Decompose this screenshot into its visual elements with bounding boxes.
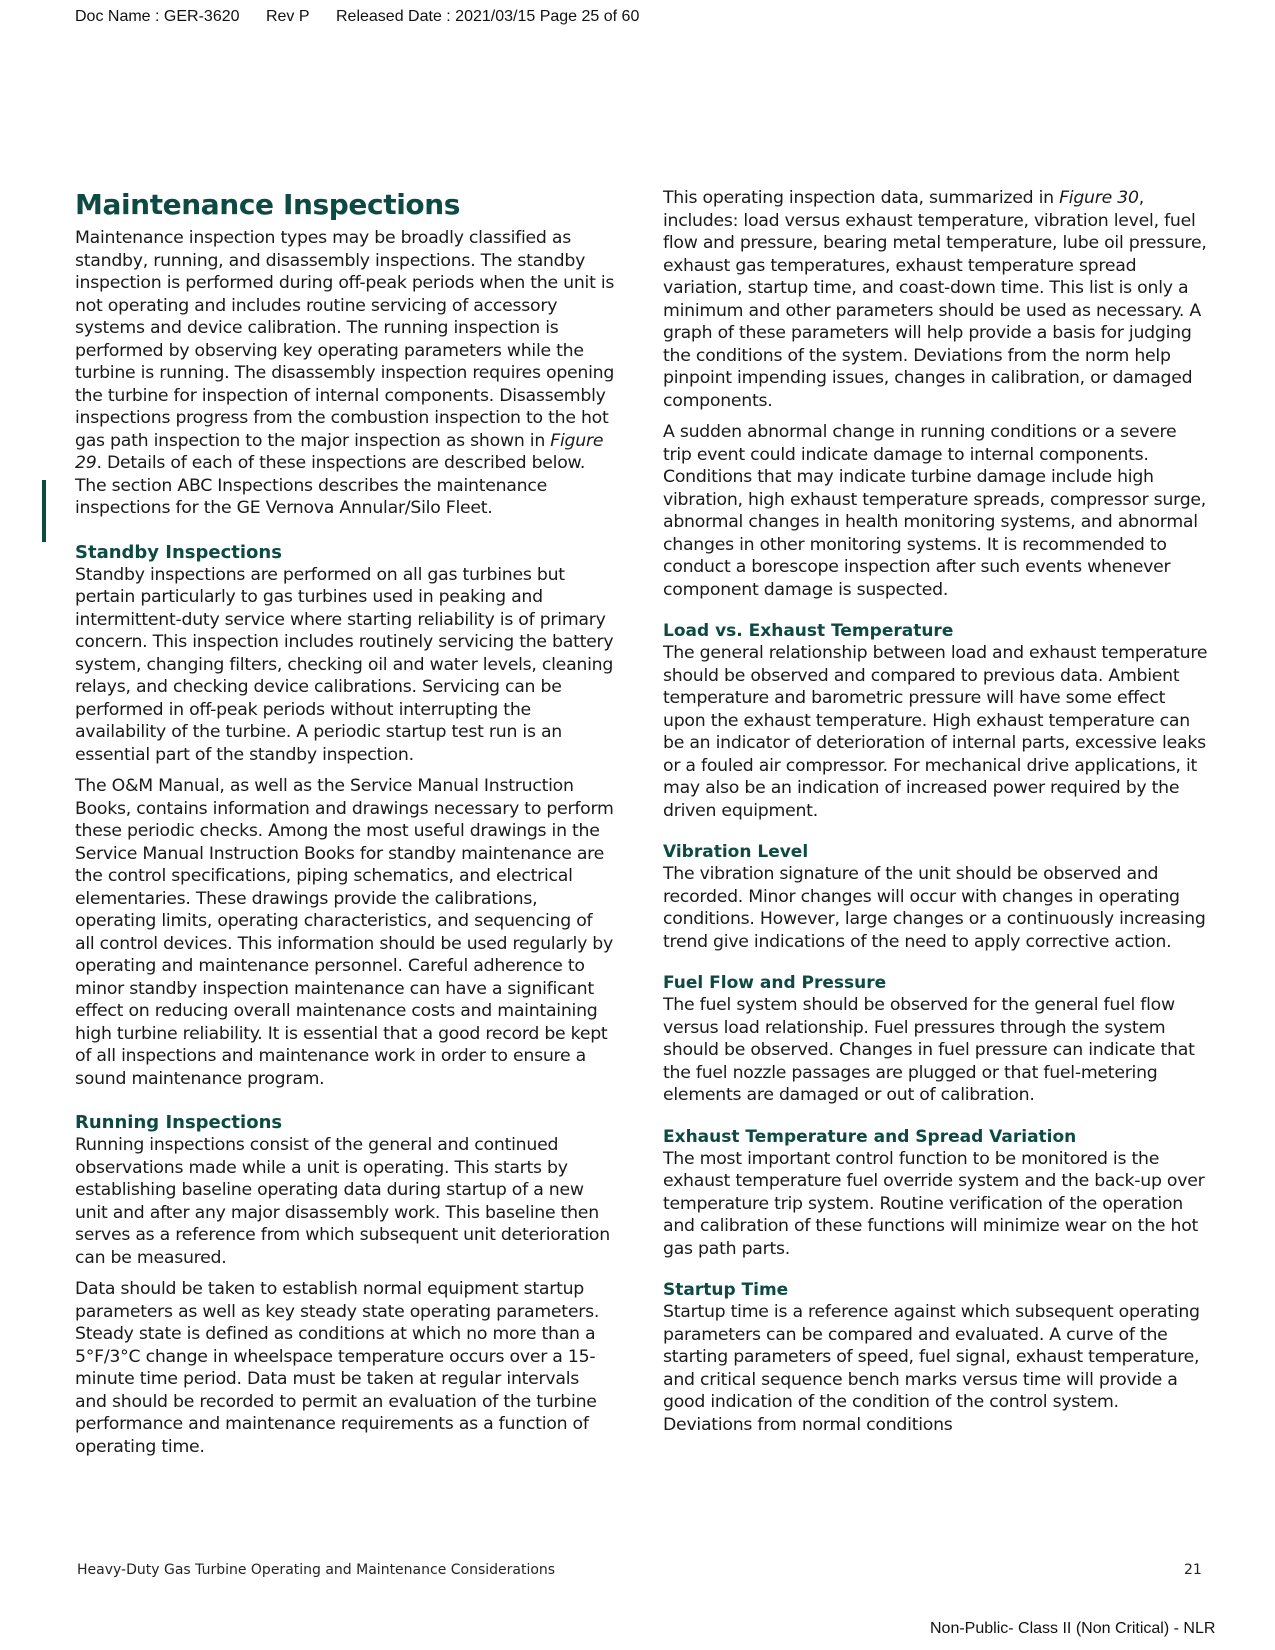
classification-label: Non-Public- Class II (Non Critical) - NLR <box>930 1620 1216 1637</box>
vibration-level-heading: Vibration Level <box>663 842 809 862</box>
running-paragraph-1: Running inspections consist of the general and continued observations made while a unit is operating. This starts by establishing baseline operating data during startup of a new unit and after any major disassembly work. This baseline then serves as a reference from which subsequent unit deterioration can be measured. <box>75 1135 610 1268</box>
right-column <box>663 187 1208 1445</box>
figure-30-reference: Figure 30 <box>1059 188 1139 208</box>
release-date-page: Released Date : 2021/03/15 Page 25 of 60 <box>336 8 640 25</box>
standby-paragraph-1: Standby inspections are performed on all gas turbines but pertain particularly to gas turbines used in peaking and intermittent-duty service where starting reliability is of primary concern. This inspection includes routinely servicing the battery system, changing filters, checking oil and water levels, cleaning relays, and checking device calibrations. Servicing can be performed in off-peak periods without interrupting the availability of the turbine. A periodic startup test run is an essential part of the standby inspection. <box>75 564 614 765</box>
page-title: Maintenance Inspections <box>75 188 461 221</box>
running-paragraph-2: Data should be taken to establish normal equipment startup parameters as well as key steady state operating parameters. Steady state is defined as conditions at which no more than a 5°F/3°C change in wheelspace temperature occurs over a 15-minute time period. Data must be taken at regular intervals and should be recorded to permit an evaluation of the turbine performance and maintenance requirements as a function of operating time. <box>75 1279 600 1457</box>
footer-page-number: 21 <box>1184 1562 1202 1578</box>
startup-time-paragraph: Startup time is a reference against which subsequent operating parameters can be compared and evaluated. A curve of the starting parameters of speed, fuel signal, exhaust temperature, and critical sequence bench marks versus time will provide a good indication of the condition of the control system. Deviations from normal conditions <box>663 1302 1200 1435</box>
load-exhaust-paragraph: The general relationship between load and exhaust temperature should be observed and compared to previous data. Ambient temperature and barometric pressure will have some effect upon the exhaust temperature. High exhaust temperature can be an indicator of deterioration of internal parts, excessive leaks or a fouled air compressor. For mechanical drive applications, it may also be an indication of increased power required by the driven equipment. <box>663 643 1208 821</box>
standby-paragraph-2: The O&M Manual, as well as the Service Manual Instruction Books, contains information and drawings necessary to perform these periodic checks. Among the most useful drawings in the Service Manual Instruction Books for standby maintenance are the control specifications, piping schematics, and electrical elementaries. These drawings provide the calibrations, operating limits, operating characteristics, and sequencing of all control devices. This information should be used regularly by operating and maintenance personnel. Careful adherence to minor standby inspection maintenance can have a significant effect on reducing overall maintenance costs and maintaining high turbine reliability. It is essential that a good record be kept of all inspections and maintenance work in order to ensure a sound maintenance program. <box>75 776 614 1089</box>
running-inspections-heading: Running Inspections <box>75 1112 283 1133</box>
revision-change-bar <box>42 480 46 542</box>
exhaust-spread-paragraph: The most important control function to be monitored is the exhaust temperature fuel override system and the back-up over temperature trip system. Routine verification of the operation and calibration of these functions will minimize wear on the hot gas path parts. <box>663 1148 1205 1259</box>
left-column <box>75 185 615 1467</box>
abnormal-change-paragraph: A sudden abnormal change in running conditions or a severe trip event could indicate damage to internal components. Conditions that may indicate turbine damage include high vibration, high exhaust temperature spreads, compressor surge, abnormal changes in health monitoring systems, and abnormal changes in other monitoring systems. It is recommended to conduct a borescope inspection after such events whenever component damage is suspected. <box>663 422 1207 600</box>
exhaust-spread-heading: Exhaust Temperature and Spread Variation <box>663 1126 1077 1147</box>
figure-29-reference: Figure 29 <box>75 430 604 473</box>
standby-inspections-heading: Standby Inspections <box>75 541 282 563</box>
footer-document-title: Heavy-Duty Gas Turbine Operating and Maintenance Considerations <box>77 1562 556 1578</box>
operating-data-paragraph: This operating inspection data, summarized in Figure 30, includes: load versus exhaust temperature, vibration level, fuel flow and pressure, bearing metal temperature, lube oil pressure, exhaust gas temperatures, exhaust temperature spread variation, startup time, and coast-down time. This list is only a minimum and other parameters should be used as necessary. A graph of these parameters will help provide a basis for judging the conditions of the system. Deviations from the norm help pinpoint impending issues, changes in calibration, or damaged components. <box>663 188 1207 411</box>
revision: Rev P <box>265 8 310 25</box>
document-header <box>75 8 661 26</box>
fuel-flow-heading: Fuel Flow and Pressure <box>663 973 887 993</box>
vibration-level-paragraph: The vibration signature of the unit should be observed and recorded. Minor changes will occur with changes in operating conditions. However, large changes or a continuously increasing trend give indications of the need to apply corrective action. <box>663 864 1206 952</box>
load-exhaust-heading: Load vs. Exhaust Temperature <box>663 621 954 641</box>
startup-time-heading: Startup Time <box>663 1280 789 1300</box>
doc-name: Doc Name : GER-3620 <box>75 8 240 25</box>
fuel-flow-paragraph: The fuel system should be observed for the general fuel flow versus load relationship. Fuel pressures through the system should be observed. Changes in fuel pressure can indicate that the fuel nozzle passages are plugged or that fuel-metering elements are damaged or out of calibration. <box>663 995 1195 1105</box>
intro-paragraph: Maintenance inspection types may be broadly classified as standby, running, and disassembly inspections. The standby inspection is performed during off-peak periods when the unit is not operating and includes routine servicing of accessory systems and device calibration. The running inspection is performed by observing key operating parameters while the turbine is running. The disassembly inspection requires opening the turbine for inspection of internal components. Disassembly inspections progress from the combustion inspection to the hot gas path inspection to the major inspection as shown in Figure 29. Details of each of these inspections are described below. The section ABC Inspections describes the maintenance inspections for the GE Vernova Annular/Silo Fleet. <box>75 228 615 518</box>
